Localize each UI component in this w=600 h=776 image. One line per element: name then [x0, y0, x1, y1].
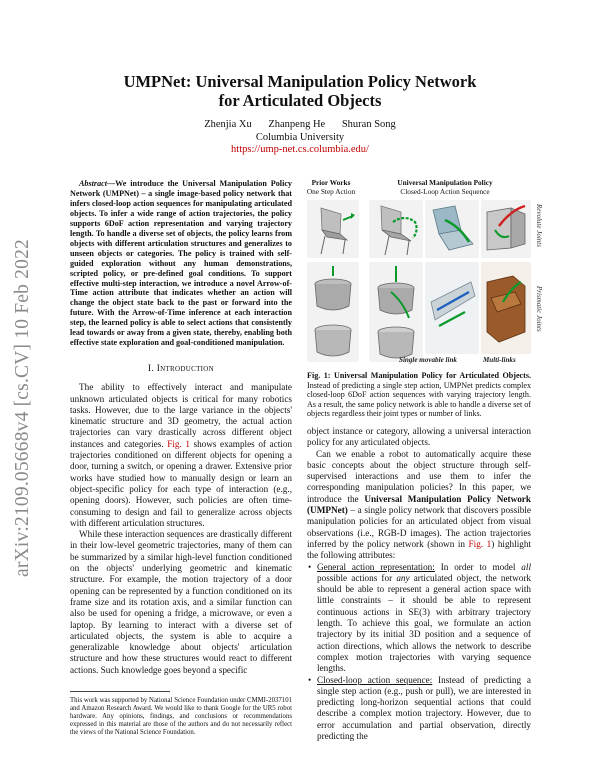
- author: Zhenjia Xu: [204, 119, 252, 130]
- ump-laptop-image: [425, 200, 479, 258]
- introduction: [70, 364, 292, 676]
- paper-title: [60, 72, 540, 110]
- intro-paragraph-2: While these interaction sequences are drastically different in their low-level geometric trajectories, many of them can be summarized by a similar high-level function conditioned on the objects' underlying geometric and kinematic structure. For example, the motion trajectory of a door opening can be represented by a function conditioned on its frame size and its rotation axis, and a similar function can also be used for opening a fridge, a microwave, or even a laptop. By learning to interact with a diverse set of articulated objects, the system is able to acquire a generalizable knowledge about objects' articulation structure and how these structures would react to different actions. Such knowledge goes beyond a specific: [70, 529, 292, 675]
- author: Shuran Song: [341, 119, 396, 130]
- ump-header: Universal Manipulation Policy Closed-Loop Action Sequence: [397, 178, 493, 196]
- prior-works-header: Prior Works One Step Action: [306, 178, 356, 196]
- author-names: [60, 119, 540, 132]
- right-paragraph-1: object instance or category, allowing a universal interaction policy for any articulated objects.: [307, 426, 531, 448]
- footnote: This work was supported by National Science Foundation under CMMI-2037101 and Amazon Research Award. We would like to thank Google for the UR5 robot hardware. Any opinions, findings, and conclusions or recommendations expressed in this material are those of the authors and do not necessarily reflect the views of the National Science Foundation.: [70, 697, 292, 737]
- figure-1: [306, 178, 543, 368]
- ump-cabinet-image: [481, 200, 531, 258]
- project-url-link[interactable]: https://ump-net.cs.columbia.edu/: [231, 144, 369, 155]
- abstract: Abstract—We introduce the Universal Manipulation Policy Network (UMPNet) – a single image-based policy network that infers closed-loop action sequences for manipulating articulated objects. To infer a wide range of action trajectories, the policy supports 6DoF action representation and varying trajectory length. To handle a diverse set of objects, the policy learns from objects with different articulation structures and generalizes to unseen objects or categories. The policy is trained with self-guided exploration without any human demonstrations, scripted policy, or pre-defined goal conditions. To support effective multi-step interaction, we introduce a novel Arrow-of-Time action attribute that indicates whether an action will change the object state back to the past or forward into the future. With the Arrow-of-Time inference at each interaction step, the learned policy is able to select actions that consistently lead towards or away from a given state, thereby, enabling both effective state exploration and goal-conditioned manipulation.: [70, 179, 292, 348]
- ump-slider-image: [425, 262, 479, 354]
- prior-pot-image: [307, 262, 359, 362]
- multi-links-label: Multi-links: [483, 356, 516, 364]
- fig-1-reference-link[interactable]: Fig. 1: [468, 538, 492, 549]
- right-paragraph-2: Can we enable a robot to automatically acquire these basic concepts about the object structure through self-supervised interactions and use them to infer the corresponding manipulation policies? In this paper, we introduce the Universal Manipulation Policy Network (UMPNet) – a single policy network that discovers possible manipulation policies for an articulated object from visual observations (i.e., RGB-D images). The action trajectories inferred by the policy network (shown in Fig. 1) highlight the following attributes:: [307, 448, 532, 561]
- fig-1-reference-link[interactable]: Fig. 1: [167, 438, 190, 449]
- single-movable-link-label: Single movable link: [399, 356, 457, 364]
- title-line-1: UMPNet: Universal Manipulation Policy Network: [123, 72, 477, 91]
- abstract-text: We introduce the Universal Manipulation Policy Network (UMPNet) – a single image-based policy network that infers closed-loop action sequences for manipulating articulated objects. To infer a wide range of action trajectories, the policy supports 6DoF action representation and varying trajectory length. To handle a diverse set of objects, the policy learns from objects with different articulation structures and generalizes to unseen objects or categories. The policy is trained with self-guided exploration without any human demonstrations, scripted policy, or pre-defined goal conditions. To support effective multi-step interaction, we introduce a novel Arrow-of-Time action attribute that indicates whether an action will change the object state back to the past or forward into the future. With the Arrow-of-Time inference at each interaction step, the learned policy is able to select actions that consistently lead towards or away from a given state, thereby, enabling both effective state exploration and goal-conditioned manipulation.: [70, 179, 292, 348]
- ump-drawer-cabinet-image: [481, 262, 531, 354]
- list-item: • Closed-loop action sequence: Instead of predicting a single step action (e.g., push or pull), we are interested in predicting long-horizon sequential actions that could describe a complex motion trajectory. However, due to error accumulation and partial observation, directly predicting the: [317, 675, 531, 743]
- figure-caption: Fig. 1: Universal Manipulation Policy for Articulated Objects. Instead of predicting a single step action, UMPNet predicts complex closed-loop 6DoF action sequences with varying trajectory length. As a result, the same policy network is able to handle a diverse set of objects regardless their joint types or number of links.: [307, 371, 532, 419]
- affiliation: Columbia University: [255, 131, 345, 143]
- title-line-2: for Articulated Objects: [218, 91, 382, 110]
- ump-chair-image: [369, 200, 423, 258]
- right-column-text: [307, 426, 531, 742]
- arxiv-stamp: arXiv:2109.05668v4 [cs.CV] 10 Feb 2022: [12, 239, 33, 577]
- abstract-label: Abstract: [79, 179, 107, 188]
- attribute-list: [307, 562, 531, 743]
- intro-paragraph-1: The ability to effectively interact and manipulate unknown articulated objects is critical for many robotics tasks. However, due to the large variance in the objects' kinematic structure and 3D geometry, the actual action trajectories can vary drastically across different object instances and categories. Fig. 1 shows examples of action trajectories conditioned on different objects for opening a door, turning a switch, or opening a drawer. Extensive prior works have studied how to manually design or learn an object-specific policy for each type of interaction (e.g., opening doors). However, such policies are often time-consuming to design and fail to generalize across objects with different articulation structures.: [70, 382, 293, 528]
- list-item: • General action representation: In order to model all possible actions for any articulated object, the network should be able to represent a general action space with little constraints – it should be able to represent continuous actions in SE(3) with arbitrary trajectory length. To achieve this goal, we formulate an action trajectory by its initial 3D position and a sequence of action directions, which allows the network to describe complex motion trajectories with varying sequence lengths.: [317, 562, 531, 675]
- author: Zhanpeng He: [268, 119, 326, 130]
- section-heading: I. Introduction: [148, 364, 214, 374]
- prismatic-joints-label: Prismatic Joints: [535, 286, 543, 332]
- prior-chair-image: [307, 200, 359, 258]
- ump-pot-image: [369, 262, 423, 362]
- revolute-joints-label: Revolute Joints: [535, 204, 543, 247]
- footnote-rule: [70, 691, 170, 692]
- author-block: [60, 119, 540, 157]
